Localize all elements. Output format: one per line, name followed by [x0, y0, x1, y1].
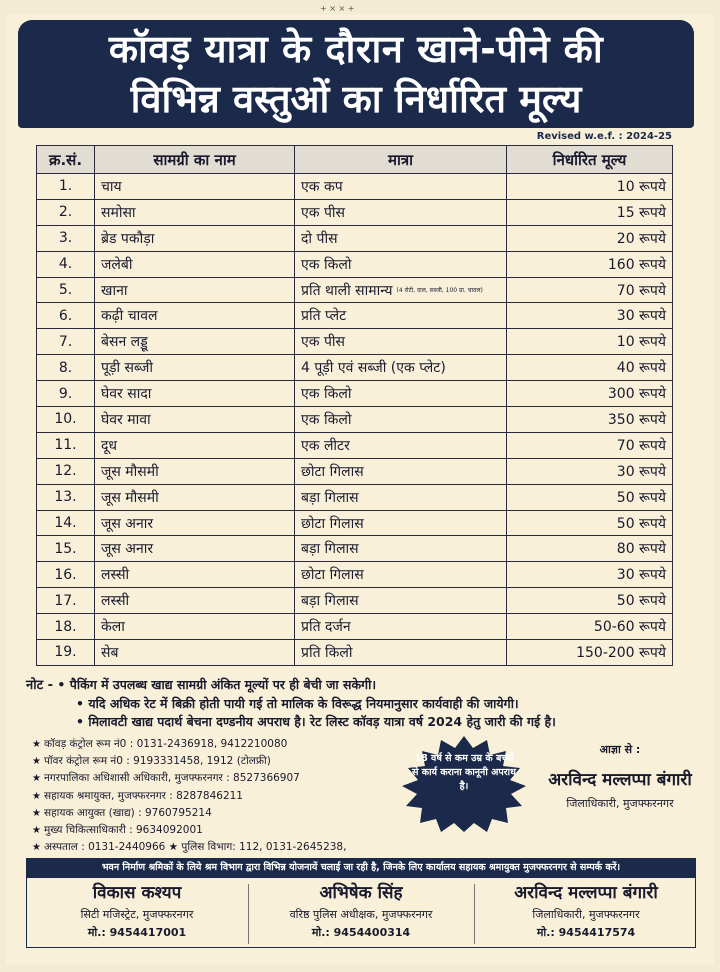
cell-price: 70 रूपये [507, 277, 673, 303]
cell-item: बेसन लड्डू [95, 329, 295, 355]
star-icon: ★ [32, 756, 41, 768]
order-block [540, 742, 700, 811]
cell-price: 30 रूपये [507, 562, 673, 588]
cell-item: घेवर सादा [95, 381, 295, 407]
cell-quantity: छोटा गिलास [295, 458, 507, 484]
contact-item: ★ सहायक श्रमायुक्त, मुजफ्फरनगर : 8287846211 [32, 789, 243, 802]
title-banner [18, 20, 694, 128]
signatory-city-magistrate [28, 880, 246, 950]
cell-item: जलेबी [95, 251, 295, 277]
header-serial: क्र.सं. [37, 146, 95, 174]
cell-item: जूस अनार [95, 536, 295, 562]
signatory-name: अरविन्द मल्लप्पा बंगारी [514, 883, 658, 903]
cell-quantity: एक किलो [295, 251, 507, 277]
signatory-dm [476, 880, 696, 950]
cell-serial: 13. [37, 484, 95, 510]
divider [474, 884, 475, 944]
table-row [37, 355, 673, 381]
cell-item: सेब [95, 640, 295, 666]
cell-quantity: छोटा गिलास [295, 562, 507, 588]
contact-item: ★ मुख्य चिकित्साधिकारी : 9634092001 [32, 824, 203, 837]
cell-quantity: प्रति दर्जन [295, 614, 507, 640]
cell-item: चाय [95, 174, 295, 200]
table-row [37, 199, 673, 225]
cell-item: लस्सी [95, 562, 295, 588]
footer-notice: भवन निर्माण श्रमिकों के लिये श्रम विभाग द्वारा विभिन्न योजनायें चलाई जा रही है, जिनके लिए कार्यालय सहायक श्रमायुक्त मुजफ्फरनगर से सम्पर्क करें। [26, 858, 696, 878]
cell-serial: 18. [37, 614, 95, 640]
signatory-role: वरिष्ठ पुलिस अधीक्षक, मुजफ्फरनगर [289, 908, 433, 921]
cell-item: समोसा [95, 199, 295, 225]
cell-serial: 2. [37, 199, 95, 225]
cell-quantity: एक कप [295, 174, 507, 200]
cell-price: 30 रूपये [507, 303, 673, 329]
cell-serial: 17. [37, 588, 95, 614]
signatory-role: सिटी मजिस्ट्रेट, मुजफ्फरनगर [80, 908, 194, 921]
table-row [37, 381, 673, 407]
table-row [37, 174, 673, 200]
table-header-row [37, 146, 673, 174]
table-row [37, 640, 673, 666]
quantity-note: (4 रोटी, दाल, सब्जी, 100 ग्रा. चावल) [396, 287, 483, 294]
cell-price: 50 रूपये [507, 510, 673, 536]
cell-quantity: प्रति किलो [295, 640, 507, 666]
table-row [37, 432, 673, 458]
signatory-ssp [250, 880, 472, 950]
star-icon: ★ [32, 773, 41, 785]
cell-price: 160 रूपये [507, 251, 673, 277]
table-row [37, 251, 673, 277]
cell-serial: 5. [37, 277, 95, 303]
cell-price: 70 रूपये [507, 432, 673, 458]
table-row [37, 614, 673, 640]
cell-price: 10 रूपये [507, 174, 673, 200]
cell-serial: 9. [37, 381, 95, 407]
cell-quantity: दो पीस [295, 225, 507, 251]
cell-quantity: प्रति प्लेट [295, 303, 507, 329]
cell-quantity: एक किलो [295, 381, 507, 407]
title-line-1: कॉवड़ यात्रा के दौरान खाने-पीने की [108, 27, 604, 71]
header-price: निर्धारित मूल्य [507, 146, 673, 174]
cell-serial: 7. [37, 329, 95, 355]
table-row [37, 536, 673, 562]
cell-quantity: बड़ा गिलास [295, 536, 507, 562]
title-line-2: विभिन्न वस्तुओं का निर्धारित मूल्य [130, 77, 582, 121]
cell-item: लस्सी [95, 588, 295, 614]
star-icon: ★ [32, 739, 41, 750]
cell-item: खाना [95, 277, 295, 303]
signatory-mobile: मो.: 9454417574 [536, 926, 636, 939]
notes-section: नोट - • पैकिंग में उपलब्ध खाद्य सामग्री अंकित मूल्यों पर ही बेची जा सकेगी। • यदि अधिक रेट में बिक्री होती पायी गई तो मालिक के विरूद्ध नियमानुसार कार्यवाही की जायेगी। • मिलावटी खाद्य पदार्थ बेचना दण्डनीय अपराध है। रेट लिस्ट कॉवड़ यात्रा वर्ष 2024 हेतु जारी की गई है। [26, 677, 556, 729]
star-icon: ★ [32, 807, 41, 819]
price-table [36, 145, 673, 666]
cell-serial: 16. [37, 562, 95, 588]
cell-price: 80 रूपये [507, 536, 673, 562]
child-labour-notice: 18 वर्ष से कम उम्र के बच्चों से कार्य कराना कानूनी अपराध है। [412, 753, 516, 792]
signatory-mobile: मो.: 9454400314 [311, 926, 411, 939]
cell-serial: 19. [37, 640, 95, 666]
note-item: यदि अधिक रेट में बिक्री होती पायी गई तो मालिक के विरूद्ध नियमानुसार कार्यवाही की जायेगी। [88, 696, 519, 711]
cell-price: 30 रूपये [507, 458, 673, 484]
table-row [37, 329, 673, 355]
cell-quantity: छोटा गिलास [295, 510, 507, 536]
cell-serial: 3. [37, 225, 95, 251]
header-quantity: मात्रा [295, 146, 507, 174]
contacts-list [32, 736, 392, 874]
cell-quantity: बड़ा गिलास [295, 484, 507, 510]
cell-price: 300 रूपये [507, 381, 673, 407]
contact-item: ★ नगरपालिका अधिशासी अधिकारी, मुजफ्फरनगर : 8527366907 [32, 772, 300, 785]
notes-label: नोट - [26, 678, 54, 693]
cell-price: 50 रूपये [507, 484, 673, 510]
cell-quantity: एक पीस [295, 329, 507, 355]
cell-serial: 4. [37, 251, 95, 277]
note-item: मिलावटी खाद्य पदार्थ बेचना दण्डनीय अपराध है। रेट लिस्ट कॉवड़ यात्रा वर्ष 2024 हेतु जारी की गई है। [88, 714, 556, 729]
signatory-mobile: मो.: 9454417001 [87, 926, 187, 939]
cell-item: केला [95, 614, 295, 640]
table-row [37, 225, 673, 251]
cell-price: 40 रूपये [507, 355, 673, 381]
cell-serial: 11. [37, 432, 95, 458]
cell-serial: 6. [37, 303, 95, 329]
cell-quantity: प्रति थाली सामान्य (4 रोटी, दाल, सब्जी, 100 ग्रा. चावल) [295, 277, 507, 303]
star-icon: ★ [32, 842, 41, 854]
cell-price: 50-60 रूपये [507, 614, 673, 640]
table-row [37, 484, 673, 510]
table-row [37, 588, 673, 614]
cell-serial: 15. [37, 536, 95, 562]
star-icon: ★ [32, 825, 41, 837]
table-row [37, 458, 673, 484]
header-item: सामग्री का नाम [95, 146, 295, 174]
cell-quantity: बड़ा गिलास [295, 588, 507, 614]
top-mark: + × × + [320, 4, 355, 13]
table-row [37, 407, 673, 433]
cell-price: 15 रूपये [507, 199, 673, 225]
cell-item: पूड़ी सब्जी [95, 355, 295, 381]
cell-quantity: एक किलो [295, 407, 507, 433]
cell-serial: 8. [37, 355, 95, 381]
table-row [37, 562, 673, 588]
cell-item: जूस अनार [95, 510, 295, 536]
signatory-name: विकास कश्यप [92, 883, 182, 903]
note-item: पैकिंग में उपलब्ध खाद्य सामग्री अंकित मूल्यों पर ही बेची जा सकेगी। [69, 677, 377, 692]
signatory-role: जिलाधिकारी, मुजफ्फरनगर [532, 908, 640, 921]
contact-item: ★ कॉवड़ कंट्रोल रूम नं0 : 0131-2436918, 9412210080 [32, 738, 288, 750]
order-role: जिलाधिकारी, मुजफ्फरनगर [566, 797, 674, 810]
contact-item: ★ अस्पताल : 0131-2440966 ★ पुलिस विभाग: 112, 0131-2645238, [32, 841, 347, 854]
signatory-name: अभिषेक सिंह [319, 883, 403, 903]
cell-serial: 12. [37, 458, 95, 484]
contact-item: ★ पॉवर कंट्रोल रूम नं0 : 9193331458, 1912 (टोलफ्री) [32, 755, 271, 768]
cell-quantity: एक पीस [295, 199, 507, 225]
cell-price: 350 रूपये [507, 407, 673, 433]
revised-date: Revised w.e.f. : 2024-25 [536, 131, 672, 142]
table-row [37, 510, 673, 536]
table-row [37, 303, 673, 329]
cell-price: 150-200 रूपये [507, 640, 673, 666]
cell-quantity: एक लीटर [295, 432, 507, 458]
cell-quantity: 4 पूड़ी एवं सब्जी (एक प्लेट) [295, 355, 507, 381]
cell-serial: 1. [37, 174, 95, 200]
cell-item: ब्रेड पकौड़ा [95, 225, 295, 251]
cell-item: दूध [95, 432, 295, 458]
order-name: अरविन्द मल्लप्पा बंगारी [548, 770, 692, 790]
cell-price: 10 रूपये [507, 329, 673, 355]
cell-item: कढ़ी चावल [95, 303, 295, 329]
contact-item: ★ सहायक आयुक्त (खाद्य) : 9760795214 [32, 806, 212, 819]
cell-item: जूस मौसमी [95, 458, 295, 484]
cell-serial: 14. [37, 510, 95, 536]
table-row [37, 277, 673, 303]
star-icon: ★ [32, 790, 41, 802]
order-from: आज्ञा से : [599, 743, 641, 756]
cell-price: 20 रूपये [507, 225, 673, 251]
divider [248, 884, 249, 944]
cell-serial: 10. [37, 407, 95, 433]
cell-price: 50 रूपये [507, 588, 673, 614]
cell-item: घेवर मावा [95, 407, 295, 433]
cell-item: जूस मौसमी [95, 484, 295, 510]
